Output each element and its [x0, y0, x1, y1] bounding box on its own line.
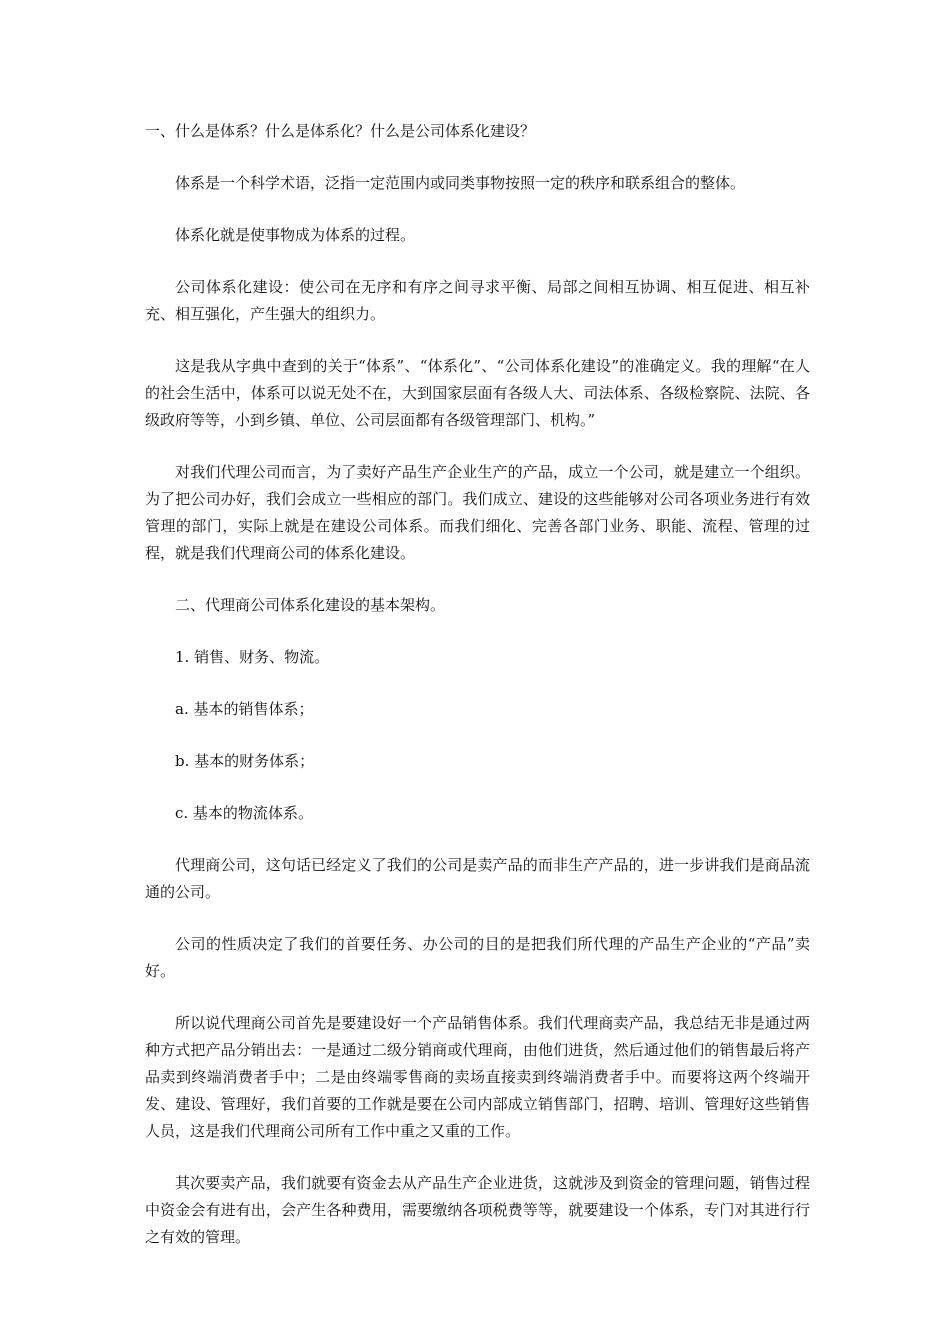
paragraph-sales-system: 所以说代理商公司首先是要建设好一个产品销售体系。我们代理商卖产品，我总结无非是通过两种方式把产品分销出去：一是通过二级分销商或代理商，由他们进货，然后通过他们的销售最后将产品卖到终端消费者手中；二是由终端零售商的卖场直接卖到终端消费者手中。而要将这两个终端开发、建设、管理好，我们首要的工作就是要在公司内部成立销售部门，招聘、培训、管理好这些销售人员，这是我们代理商公司所有工作中重之又重的工作。	[145, 1014, 810, 1140]
paragraph-system-definition: 体系是一个科学术语，泛指一定范围内或同类事物按照一定的秩序和联系组合的整体。	[175, 174, 746, 192]
paragraph-systematization-definition: 体系化就是使事物成为体系的过程。	[175, 226, 416, 244]
list-item-c: c. 基本的物流体系。	[175, 804, 313, 822]
section-heading-1: 一、什么是体系？什么是体系化？什么是公司体系化建设？	[145, 122, 536, 140]
list-item-b: b. 基本的财务体系；	[175, 752, 315, 770]
paragraph-dictionary-note: 这是我从字典中查到的关于“体系”、“体系化”、“公司体系化建设”的准确定义。我的理解“在人的社会生活中，体系可以说无处不在，大到国家层面有各级人大、司法体系、各级检察院、法院、各级政府等等，小到乡镇、单位、公司层面都有各级管理部门、机构。”	[145, 357, 810, 429]
paragraph-agency-definition: 代理商公司，这句话已经定义了我们的公司是卖产品的而非生产产品的，进一步讲我们是商品流通的公司。	[145, 856, 810, 901]
section-heading-2: 二、代理商公司体系化建设的基本架构。	[175, 596, 446, 614]
list-item-1: 1. 销售、财务、物流。	[175, 648, 330, 666]
paragraph-finance-system: 其次要卖产品，我们就要有资金去从产品生产企业进货，这就涉及到资金的管理问题，销售过程中资金会有进有出，会产生各种费用，需要缴纳各项税费等等，就要建设一个体系，专门对其进行行之有效的管理。	[145, 1174, 810, 1246]
list-item-a: a. 基本的销售体系；	[175, 700, 314, 718]
paragraph-agency-organization: 对我们代理公司而言，为了卖好产品生产企业生产的产品，成立一个公司，就是建立一个组织。为了把公司办好，我们会成立一些相应的部门。我们成立、建设的这些能够对公司各项业务进行有效管理的部门，实际上就是在建设公司体系。而我们细化、完善各部门业务、职能、流程、管理的过程，就是我们代理商公司的体系化建设。	[145, 463, 810, 562]
document-body	[145, 118, 810, 1276]
paragraph-company-system-definition: 公司体系化建设：使公司在无序和有序之间寻求平衡、局部之间相互协调、相互促进、相互补充、相互强化，产生强大的组织力。	[145, 278, 810, 323]
paragraph-company-nature: 公司的性质决定了我们的首要任务、办公司的目的是把我们所代理的产品生产企业的“产品”卖好。	[145, 935, 810, 980]
